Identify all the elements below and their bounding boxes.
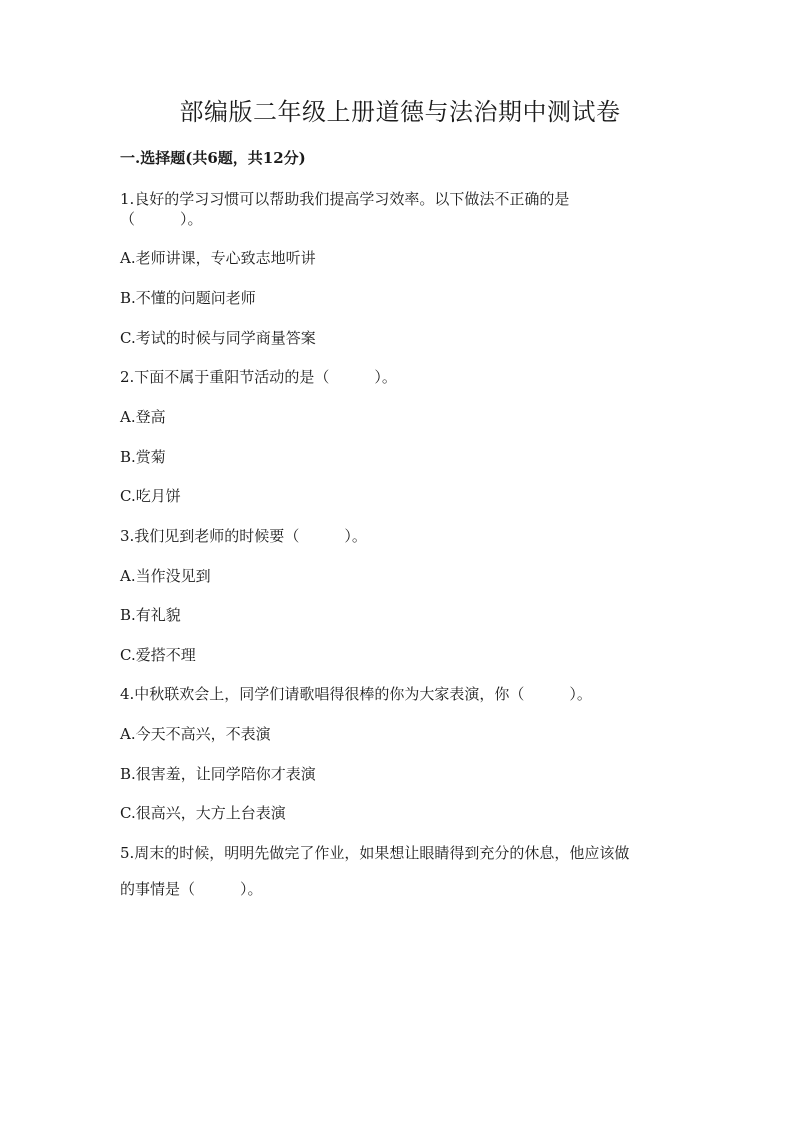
question-4-option-a: A.今天不高兴，不表演: [120, 725, 271, 743]
question-3-option-b: B.有礼貌: [120, 606, 181, 624]
question-5-stem-cont: 的事情是（ ）。: [120, 880, 263, 898]
question-2-option-a: A.登高: [120, 408, 166, 426]
question-4-option-b: B.很害羞，让同学陪你才表演: [120, 765, 316, 783]
question-1-option-c: C.考试的时候与同学商量答案: [120, 329, 316, 347]
question-2-option-b: B.赏菊: [120, 448, 166, 466]
question-1-option-a: A.老师讲课，专心致志地听讲: [120, 249, 316, 267]
question-3-option-a: A.当作没见到: [120, 567, 211, 585]
question-5-stem: 5.周末的时候，明明先做完了作业，如果想让眼睛得到充分的休息，他应该做: [120, 844, 630, 862]
question-2-stem: 2.下面不属于重阳节活动的是（ ）。: [120, 368, 397, 386]
question-3-option-c: C.爱搭不理: [120, 646, 196, 664]
question-4-stem: 4.中秋联欢会上，同学们请歌唱得很棒的你为大家表演，你（ ）。: [120, 685, 592, 703]
section-heading: 一.选择题(共6题，共12分): [120, 149, 306, 167]
question-1-stem: 1.良好的学习习惯可以帮助我们提高学习效率。以下做法不正确的是: [120, 190, 570, 208]
question-4-option-c: C.很高兴，大方上台表演: [120, 804, 286, 822]
question-3-stem: 3.我们见到老师的时候要（ ）。: [120, 527, 367, 545]
question-1-option-b: B.不懂的问题问老师: [120, 289, 256, 307]
page-title: 部编版二年级上册道德与法治期中测试卷: [179, 98, 621, 126]
question-1-stem-cont: （ ）。: [120, 210, 203, 228]
question-2-option-c: C.吃月饼: [120, 487, 181, 505]
